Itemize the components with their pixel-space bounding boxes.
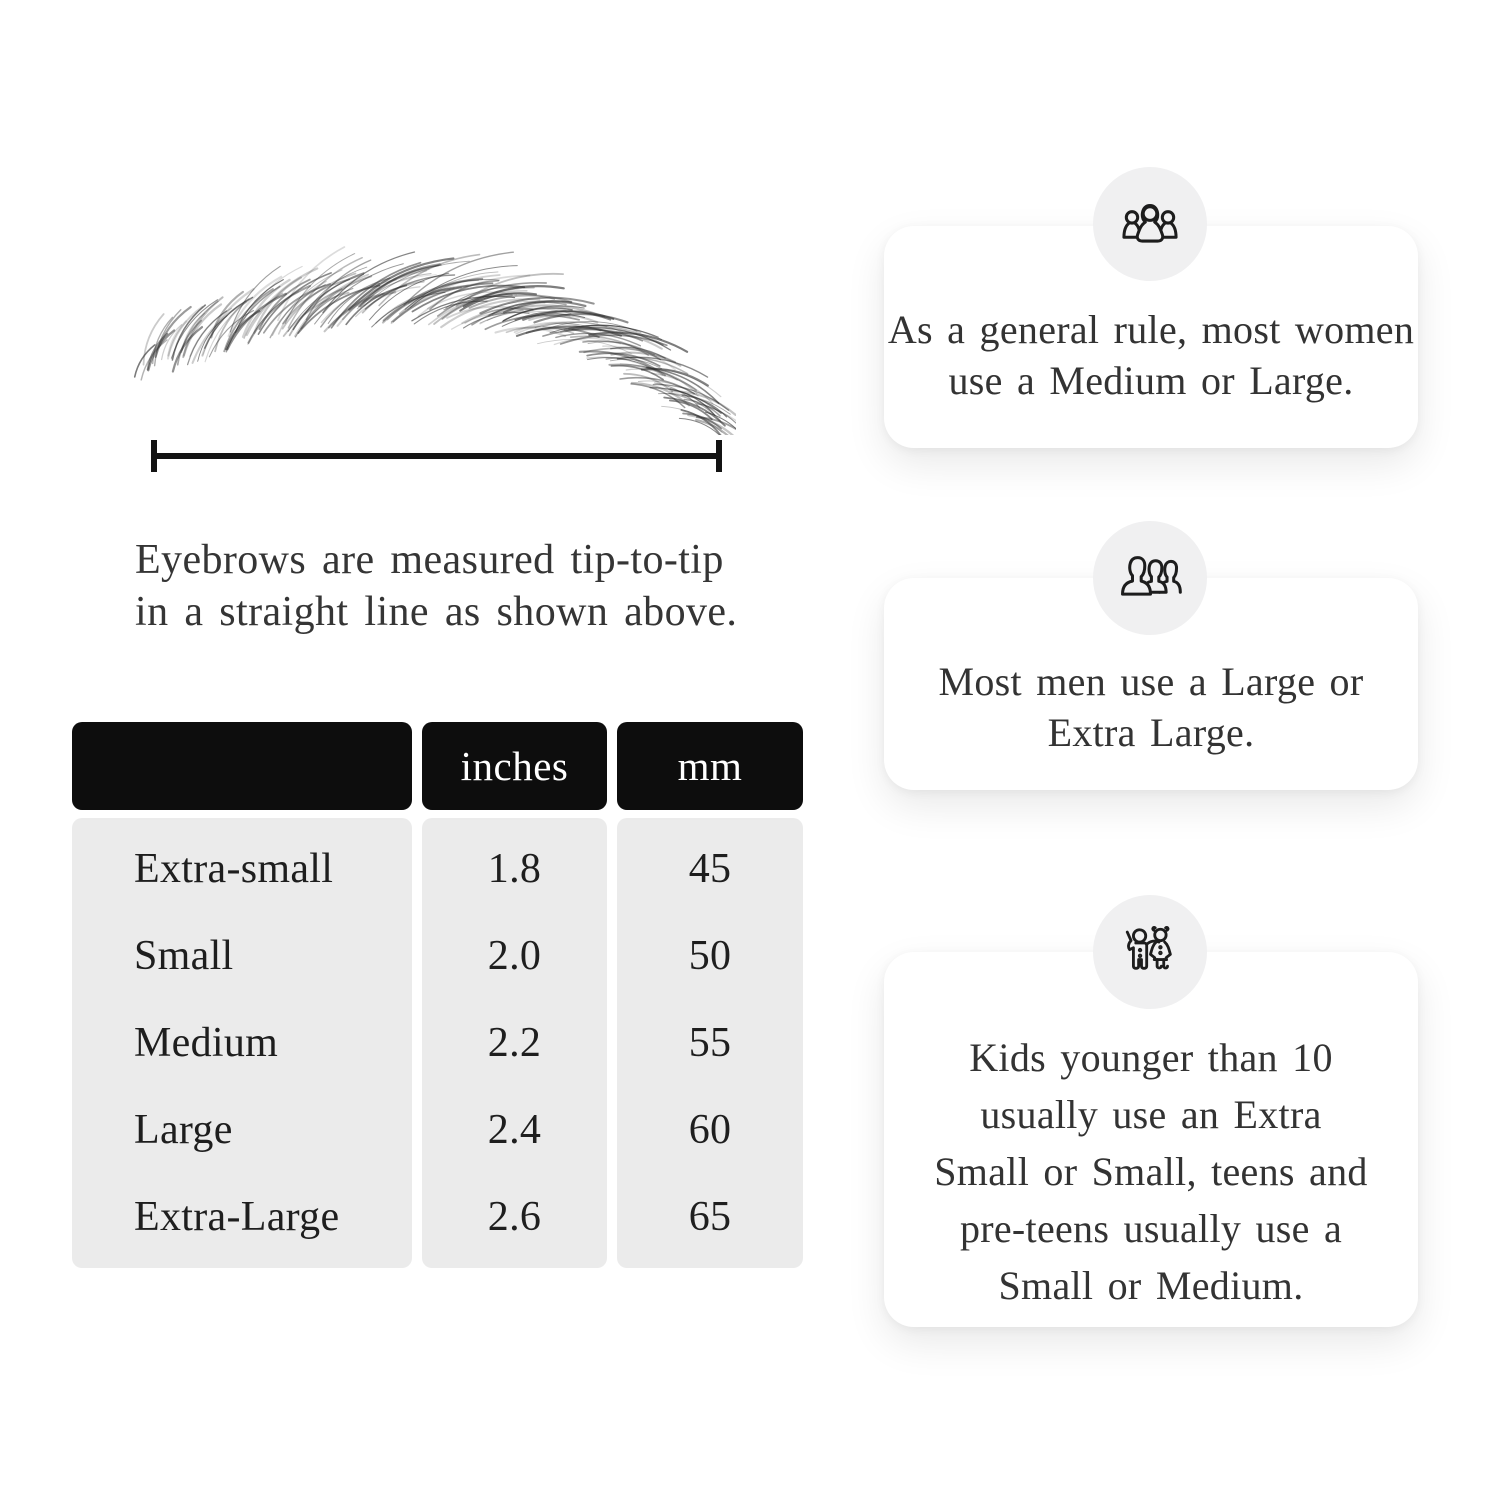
kids-icon — [1114, 916, 1186, 988]
tip-women-line2: use a Medium or Large. — [948, 358, 1354, 403]
size-table-body — [72, 818, 803, 1268]
measure-endcap-right — [716, 440, 722, 472]
tip-kids-line5: Small or Medium. — [998, 1263, 1304, 1308]
eyebrow-sketch — [128, 245, 736, 435]
size-table-header-size — [72, 722, 412, 810]
table-cell-inches: 1.8 — [487, 846, 542, 893]
size-table-header-inches: inches — [422, 722, 607, 810]
size-table-column-inches — [422, 818, 607, 1268]
measure-bar — [151, 453, 722, 459]
tip-kids-line4: pre-teens usually use a — [959, 1206, 1343, 1251]
women-icon-circle — [1093, 167, 1207, 281]
size-table-column-size — [72, 818, 412, 1268]
tip-kids-line3: Small or Small, teens and — [934, 1149, 1368, 1194]
tip-kids-line1: Kids younger than 10 — [969, 1035, 1333, 1080]
kids-icon-circle — [1093, 895, 1207, 1009]
men-group-icon — [1114, 542, 1186, 614]
table-cell-mm: 60 — [688, 1106, 732, 1153]
women-group-icon — [1114, 188, 1186, 260]
tip-men-line2: Extra Large. — [1047, 710, 1255, 755]
table-cell-size: Extra-Large — [134, 1193, 340, 1240]
size-table-header-mm: mm — [617, 722, 803, 810]
table-cell-size: Small — [134, 933, 234, 980]
table-cell-mm: 50 — [688, 933, 732, 980]
men-icon-circle — [1093, 521, 1207, 635]
table-cell-mm: 45 — [688, 846, 732, 893]
table-cell-inches: 2.2 — [487, 1019, 542, 1066]
measure-caption-line1: Eyebrows are measured tip-to-tip — [135, 537, 724, 583]
table-cell-size: Large — [134, 1106, 233, 1153]
measure-caption-line2: in a straight line as shown above. — [135, 589, 738, 635]
table-cell-mm: 55 — [688, 1019, 732, 1066]
tip-women-line1: As a general rule, most women — [887, 307, 1415, 352]
measure-caption — [135, 534, 737, 638]
tip-kids-line2: usually use an Extra — [980, 1092, 1322, 1137]
table-cell-inches: 2.4 — [487, 1106, 542, 1153]
table-cell-inches: 2.6 — [487, 1193, 542, 1240]
size-table-header-row — [72, 722, 803, 810]
tip-men-line1: Most men use a Large or — [938, 659, 1364, 704]
table-cell-inches: 2.0 — [487, 933, 542, 980]
size-table — [72, 722, 803, 1268]
measurement-line — [151, 440, 722, 472]
table-cell-mm: 65 — [688, 1193, 732, 1240]
table-cell-size: Medium — [134, 1019, 279, 1066]
size-table-column-mm — [617, 818, 803, 1268]
eyebrow-illustration — [128, 245, 736, 435]
table-cell-size: Extra-small — [134, 846, 334, 893]
